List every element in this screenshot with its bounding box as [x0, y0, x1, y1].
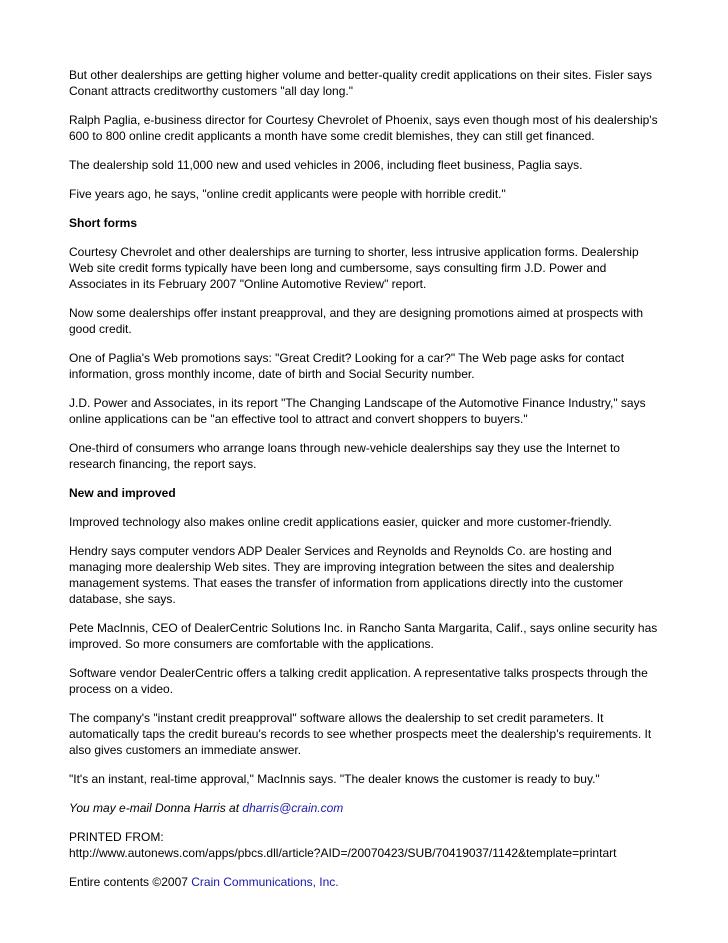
paragraph: The company's "instant credit preapproval" software allows the dealership to set credit parameters. It automatically taps the credit bureau's records to see whether prospects meet the dealership's requirements. It also gives customers an immediate answer.	[69, 711, 652, 757]
paragraph: But other dealerships are getting higher volume and better-quality credit applications on their sites. Fisler says Conant attracts creditworthy customers "all day long."	[69, 68, 652, 98]
copyright-line	[69, 874, 659, 890]
copyright-text: Entire contents ©2007	[69, 875, 192, 889]
email-link[interactable]: dharris@crain.com	[242, 801, 344, 815]
paragraph: J.D. Power and Associates, in its report "The Changing Landscape of the Automotive Finance Industry," says online applications can be "an effective tool to attract and convert shoppers to buyers."	[69, 396, 646, 426]
paragraph: "It's an instant, real-time approval," MacInnis says. "The dealer knows the customer is ready to buy."	[69, 772, 600, 786]
section-heading-new-and-improved: New and improved	[69, 486, 176, 500]
paragraph: Hendry says computer vendors ADP Dealer Services and Reynolds and Reynolds Co. are hosting and managing more dealership Web sites. They are improving integration between the sites and dealership management systems. That eases the transfer of information from applications directly into the customer database, she says.	[69, 544, 624, 606]
paragraph: Ralph Paglia, e-business director for Courtesy Chevrolet of Phoenix, says even though most of his dealership's 600 to 800 online credit applicants a month have some credit blemishes, they can still get financed.	[69, 113, 658, 143]
paragraph: The dealership sold 11,000 new and used vehicles in 2006, including fleet business, Paglia says.	[69, 158, 583, 172]
paragraph: Software vendor DealerCentric offers a talking credit application. A representative talks prospects through the process on a video.	[69, 666, 648, 696]
paragraph: One of Paglia's Web promotions says: "Great Credit? Looking for a car?" The Web page asks for contact information, gross monthly income, date of birth and Social Security number.	[69, 351, 625, 381]
email-line	[69, 800, 659, 816]
paragraph: Now some dealerships offer instant preapproval, and they are designing promotions aimed at prospects with good credit.	[69, 306, 644, 336]
publisher-link[interactable]: Crain Communications, Inc.	[191, 875, 339, 889]
printed-from-url: http://www.autonews.com/apps/pbcs.dll/article?AID=/20070423/SUB/70419037/1142&template=printart	[69, 846, 617, 860]
email-line-text: You may e-mail Donna Harris at	[69, 801, 243, 815]
printed-from-label: PRINTED FROM:	[69, 830, 164, 844]
paragraph: One-third of consumers who arrange loans through new-vehicle dealerships say they use the Internet to research financing, the report says.	[69, 441, 620, 471]
section-heading-short-forms: Short forms	[69, 216, 138, 230]
article-body	[69, 67, 659, 903]
paragraph: Five years ago, he says, "online credit applicants were people with horrible credit."	[69, 187, 506, 201]
printed-from	[69, 829, 659, 861]
paragraph: Pete MacInnis, CEO of DealerCentric Solutions Inc. in Rancho Santa Margarita, Calif., says online security has improved. So more consumers are comfortable with the applications.	[69, 621, 658, 651]
paragraph: Improved technology also makes online credit applications easier, quicker and more customer-friendly.	[69, 515, 612, 529]
paragraph: Courtesy Chevrolet and other dealerships are turning to shorter, less intrusive application forms. Dealership Web site credit forms typically have been long and cumbersome, says consulting firm J.D. Power and Associates in its February 2007 "Online Automotive Review" report.	[69, 245, 639, 291]
